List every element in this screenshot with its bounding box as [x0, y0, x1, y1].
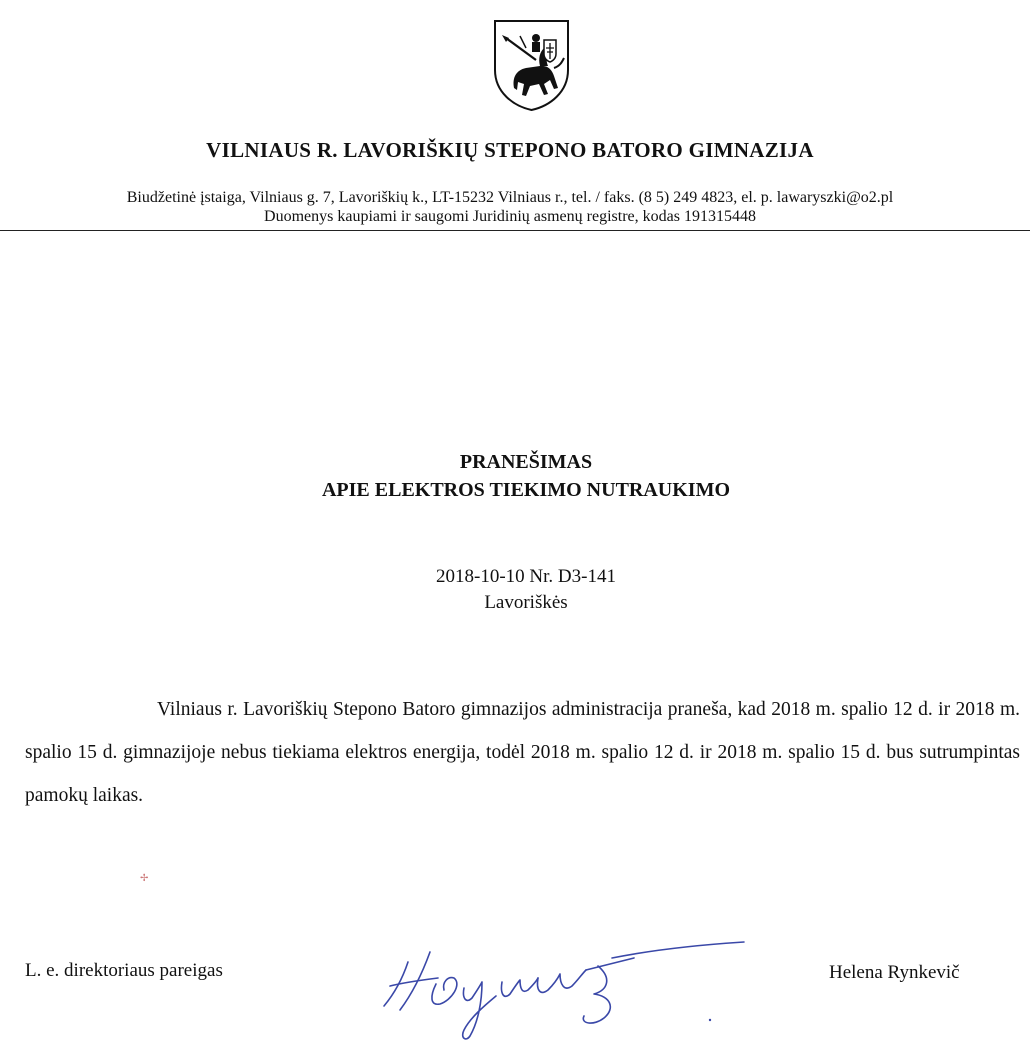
contact-block: [0, 188, 1020, 226]
signatory-role: L. e. direktoriaus pareigas: [25, 960, 223, 981]
document-place: Lavoriškės: [484, 592, 568, 613]
vytis-coat-of-arms-icon: [492, 18, 571, 112]
header-divider: [0, 230, 1030, 231]
registry-line: Duomenys kaupiami ir saugomi Juridinių asmenų registre, kodas 191315448: [264, 208, 756, 225]
stray-mark: ✢: [140, 873, 149, 884]
contact-line: Biudžetinė įstaiga, Vilniaus g. 7, Lavoriškių k., LT-15232 Vilniaus r., tel. / faks. (8 5) 249 4823, el. p. lawaryszki@o2.pl: [126, 189, 894, 206]
document-date-number: 2018-10-10 Nr. D3-141: [436, 566, 616, 587]
document-title-line-1: PRANEŠIMAS: [459, 451, 593, 473]
document-body: Vilniaus r. Lavoriškių Stepono Batoro gimnazijos administracija praneša, kad 2018 m. spalio 12 d. ir 2018 m. spalio 15 d. gimnazijoje nebus tiekiama elektros energija, todėl 2018 m. spalio 12 d. ir 2018 m. spalio 15 d. bus sutrumpintas pamokų laikas.: [25, 699, 1020, 806]
document-meta: [0, 564, 1033, 616]
school-name: VILNIAUS R. LAVORIŠKIŲ STEPONO BATORO GIMNAZIJA: [206, 138, 814, 162]
document-title-line-2: APIE ELEKTROS TIEKIMO NUTRAUKIMO: [321, 479, 731, 501]
document-title: [0, 448, 1033, 504]
handwritten-signature: [372, 932, 752, 1050]
signatory-name: Helena Rynkevič: [829, 962, 960, 983]
